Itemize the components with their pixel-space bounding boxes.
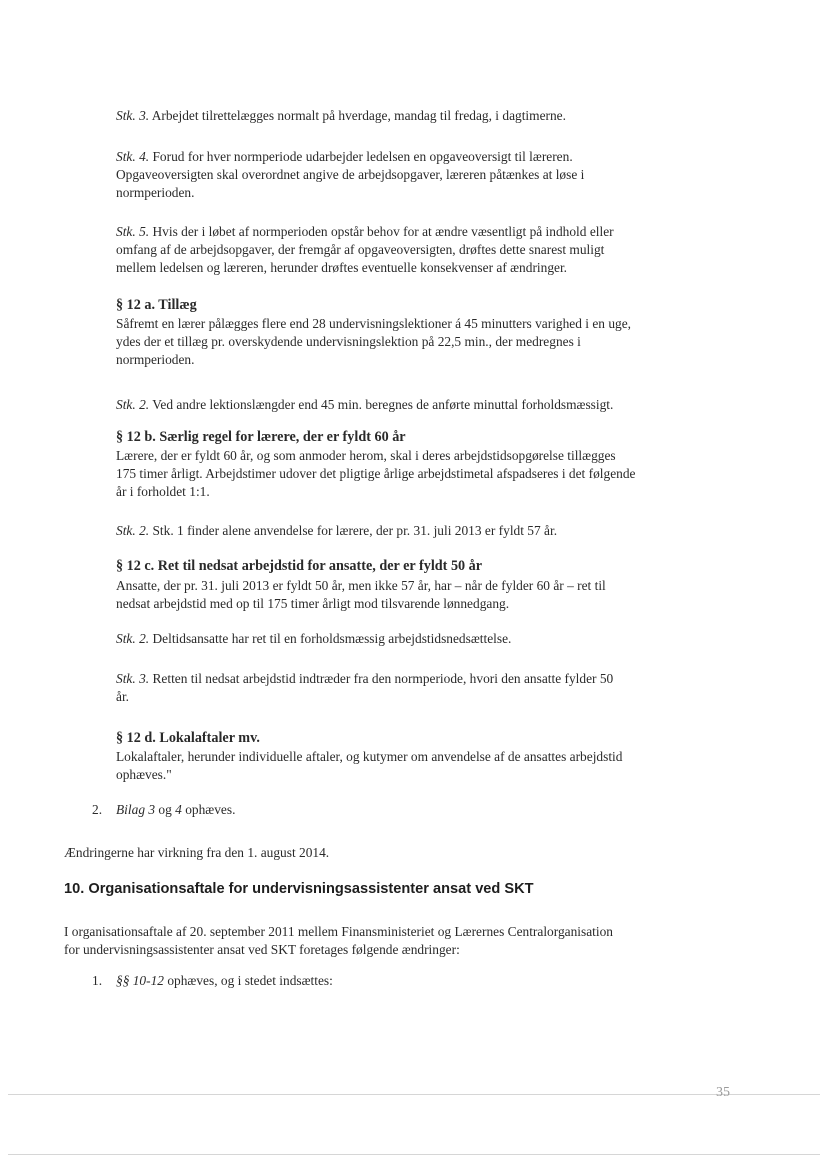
section-12b-heading: § 12 b. Særlig regel for lærere, der er fyldt 60 år: [116, 429, 406, 445]
paragraph-text: Forud for hver normperiode udarbejder ledelsen en opgaveoversigt til læreren. Opgaveoversigten skal overordnet angive de arbejdsopgaver, læreren påtænkes at løse i normperioden.: [116, 149, 585, 200]
stk-5-paragraph: [116, 223, 614, 277]
stk-3-paragraph: [116, 107, 566, 125]
stk-number: 2.: [139, 397, 150, 412]
paragraph-text: Stk. 1 finder alene anvendelse for lærere, der pr. 31. juli 2013 er fyldt 57 år.: [152, 523, 558, 538]
section-12d-text: Lokalaftaler, herunder individuelle aftaler, og kutymer om anvendelse af de ansattes arbejdstid ophæves.": [116, 749, 623, 782]
paragraph-text: Ved andre lektionslængder end 45 min. beregnes de anførte minuttal forholdsmæssigt.: [152, 397, 614, 412]
page-number: 35: [716, 1085, 730, 1100]
paragraph-text: Arbejdet tilrettelægges normalt på hverdage, mandag til fredag, i dagtimerne.: [151, 108, 566, 123]
section-12a-text: Såfremt en lærer pålægges flere end 28 undervisningslektioner á 45 minutters varighed i en uge, ydes der et tillæg pr. overskydende undervisningslektion på 22,5 min., der medregnes i normperioden.: [116, 316, 632, 367]
list-item-text: ophæves, og i stedet indsættes:: [163, 973, 333, 988]
section-12c-text: Ansatte, der pr. 31. juli 2013 er fyldt 50 år, men ikke 57 år, har – når de fylder 60 år – ret til nedsat arbejdstid med op til 175 timer årligt mod tilsvarende lønnedgang.: [116, 578, 606, 611]
bottom-divider: [8, 1154, 820, 1155]
list-item-connector: og: [155, 802, 176, 817]
stk-label: Stk.: [116, 224, 136, 239]
stk-number: 4.: [139, 149, 150, 164]
section-reference: §§ 10-12: [116, 973, 164, 988]
section-10-intro: I organisationsaftale af 20. september 2011 mellem Finansministeriet og Lærernes Centralorganisation for undervisningsassistenter ansat ved SKT foretages følgende ændringer:: [64, 924, 614, 957]
stk-number: 3.: [139, 108, 150, 123]
stk-number: 3.: [139, 671, 150, 686]
stk-label: Stk.: [116, 523, 136, 538]
stk-number: 2.: [139, 631, 150, 646]
paragraph-text: Deltidsansatte har ret til en forholdsmæssig arbejdstidsnedsættelse.: [152, 631, 512, 646]
stk-label: Stk.: [116, 108, 136, 123]
stk-label: Stk.: [116, 397, 136, 412]
effective-date-paragraph: Ændringerne har virkning fra den 1. august 2014.: [64, 845, 330, 860]
paragraph-text: Retten til nedsat arbejdstid indtræder fra den normperiode, hvori den ansatte fylder 50 år.: [116, 671, 614, 704]
stk-3-paragraph-c: [116, 670, 613, 706]
stk-2-paragraph-c: [116, 630, 511, 648]
paragraph-text: Hvis der i løbet af normperioden opstår behov for at ændre væsentligt på indhold eller omfang af de arbejdsopgaver, der fremgår af opgaveoversigten, drøftes dette snarest muligt mellem ledelsen og læreren, herunder drøftes eventuelle konsekvenser af ændringer.: [116, 224, 614, 275]
stk-4-paragraph: [116, 148, 584, 202]
stk-2-paragraph: [116, 396, 613, 414]
footer-divider: [8, 1094, 820, 1095]
stk-number: 2.: [139, 523, 150, 538]
stk-2-paragraph-b: [116, 522, 557, 540]
stk-label: Stk.: [116, 631, 136, 646]
list-item-number: 2.: [92, 802, 103, 817]
list-item-text: ophæves.: [181, 802, 236, 817]
section-12d-heading: § 12 d. Lokalaftaler mv.: [116, 730, 260, 746]
section-12b-text: Lærere, der er fyldt 60 år, og som anmoder herom, skal i deres arbejdstidsopgørelse tillægges 175 timer årligt. Arbejdstimer udover det pligtige årlige arbejdstimetal afspadseres i det følgende år i forholdet 1:1.: [116, 448, 636, 499]
section-12c-heading: § 12 c. Ret til nedsat arbejdstid for ansatte, der er fyldt 50 år: [116, 558, 483, 574]
stk-label: Stk.: [116, 671, 136, 686]
bilag-reference: Bilag 3: [116, 802, 156, 817]
stk-number: 5.: [139, 224, 150, 239]
list-item-number: 1.: [92, 973, 103, 988]
bilag-reference-2: 4: [175, 802, 182, 817]
section-10-heading: 10. Organisationsaftale for undervisningsassistenter ansat ved SKT: [64, 881, 534, 897]
stk-label: Stk.: [116, 149, 136, 164]
list-item-1: [116, 972, 333, 990]
list-item-2: [116, 801, 235, 819]
section-12a-heading: § 12 a. Tillæg: [116, 297, 197, 313]
